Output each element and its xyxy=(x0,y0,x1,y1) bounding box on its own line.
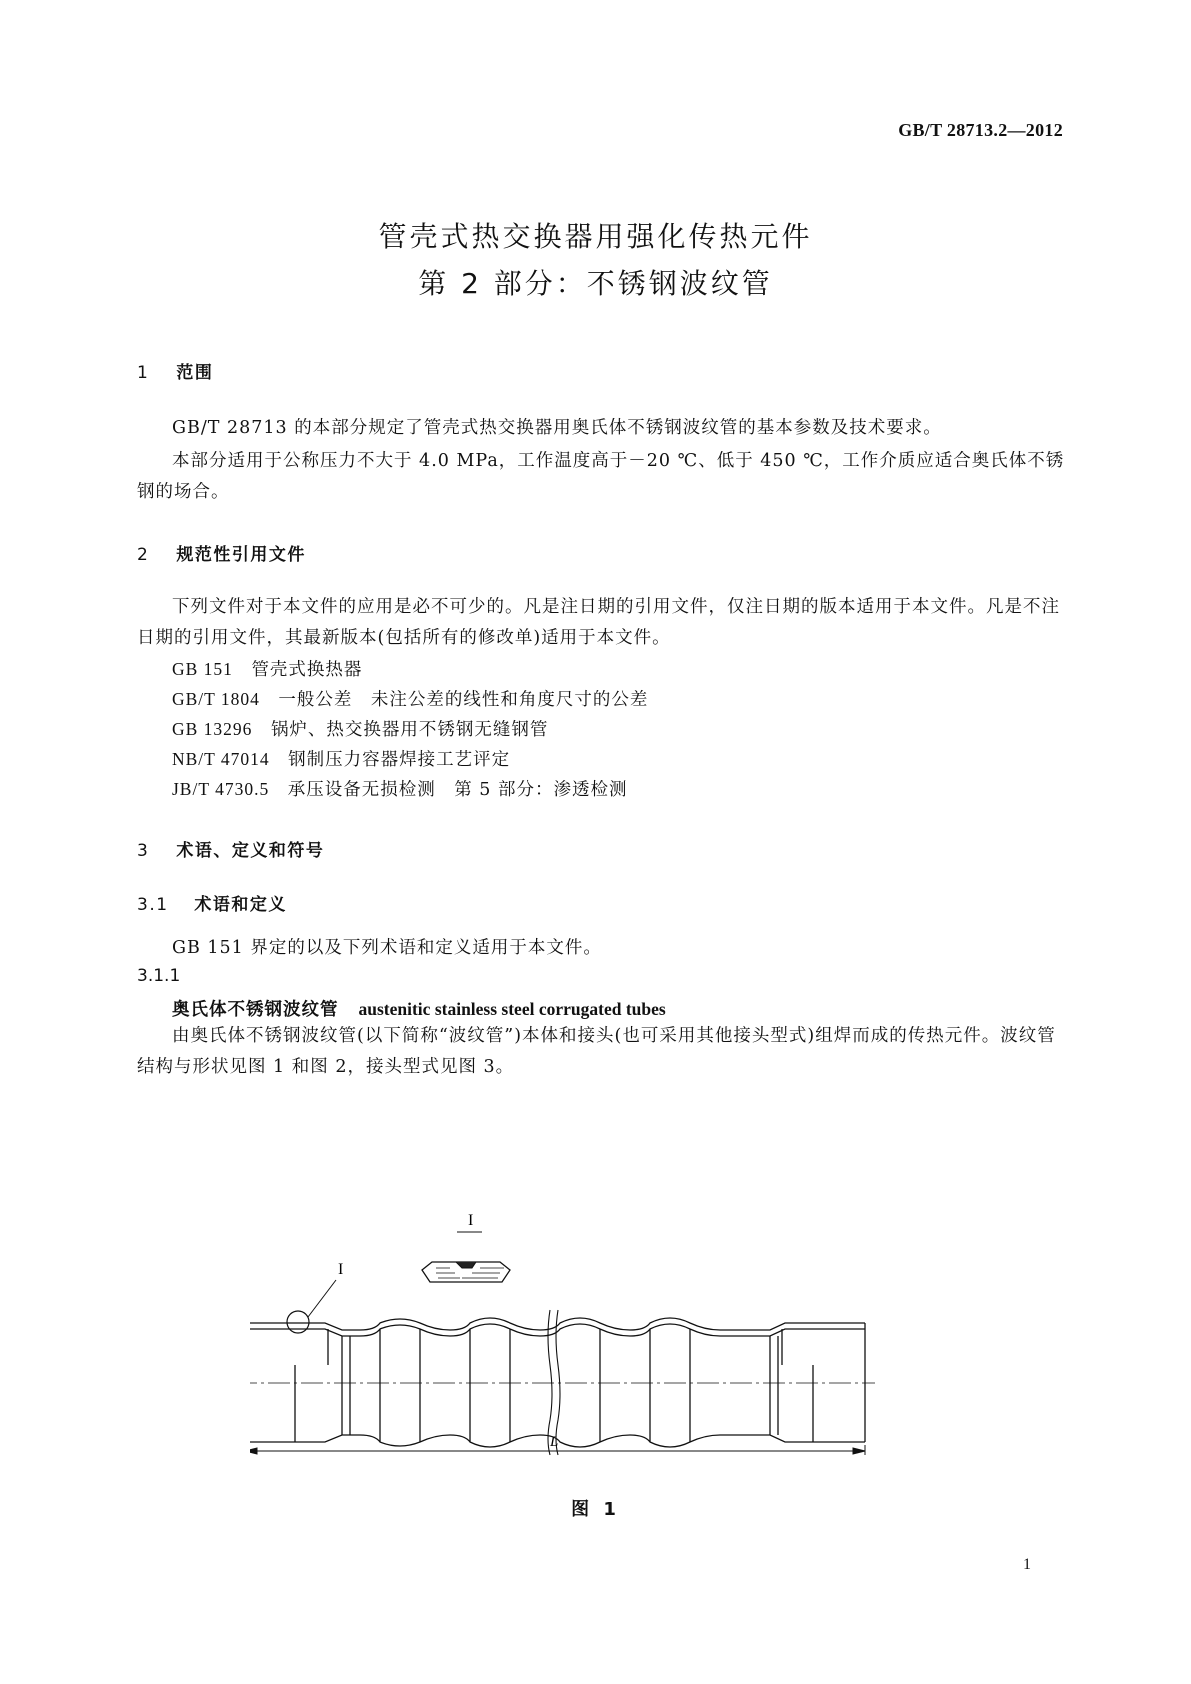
reference-title: 承压设备无损检测 第 5 部分：渗透检测 xyxy=(287,780,628,800)
section-1-heading xyxy=(137,358,213,383)
reference-code: GB/T 1804 xyxy=(172,689,260,709)
section-1-paragraph-1: GB/T 28713 的本部分规定了管壳式热交换器用奥氏体不锈钢波纹管的基本参数及技术要求。 xyxy=(172,418,942,438)
section-3-heading xyxy=(137,836,324,861)
term-definition: 由奥氏体不锈钢波纹管(以下简称“波纹管”)本体和接头(也可采用其他接头型式)组焊而成的传热元件。波纹管结构与形状见图 1 和图 2，接头型式见图 3。 xyxy=(137,1026,1056,1077)
section-2-heading xyxy=(137,540,306,565)
section-number: 3 xyxy=(137,841,150,861)
subsection-title: 术语和定义 xyxy=(194,895,287,915)
reference-code: GB 13296 xyxy=(172,719,253,739)
page-number: 1 xyxy=(1023,1556,1031,1573)
reference-title: 锅炉、热交换器用不锈钢无缝钢管 xyxy=(270,720,549,740)
section-number: 1 xyxy=(137,363,150,383)
term-english: austenitic stainless steel corrugated tubes xyxy=(358,999,666,1019)
term-entry xyxy=(172,996,666,1021)
reference-item xyxy=(172,746,510,771)
detail-view-section xyxy=(422,1262,510,1282)
detail-marker-label: I xyxy=(338,1261,344,1278)
corrugated-tube-drawing xyxy=(250,1205,890,1475)
detail-marker-circle xyxy=(287,1311,309,1333)
reference-item xyxy=(172,716,548,741)
reference-code: GB 151 xyxy=(172,659,233,679)
subsection-number: 3.1 xyxy=(137,895,169,915)
reference-title: 管壳式换热器 xyxy=(251,660,363,680)
reference-item xyxy=(172,656,362,681)
section-1-paragraph-2: 本部分适用于公称压力不大于 4.0 MPa，工作温度高于－20 ℃、低于 450 ℃，工作介质应适合奥氏体不锈钢的场合。 xyxy=(137,451,1065,502)
tube-body xyxy=(250,1318,865,1447)
reference-title: 一般公差 未注公差的线性和角度尺寸的公差 xyxy=(278,690,649,710)
section-title: 规范性引用文件 xyxy=(176,545,306,565)
document-subtitle: 第 2 部分：不锈钢波纹管 xyxy=(418,267,773,300)
reference-title: 钢制压力容器焊接工艺评定 xyxy=(288,750,511,770)
subsection-3-1-heading xyxy=(137,890,287,915)
section-2-paragraph: 下列文件对于本文件的应用是必不可少的。凡是注日期的引用文件，仅注日期的版本适用于本文件。凡是不注日期的引用文件，其最新版本(包括所有的修改单)适用于本文件。 xyxy=(137,597,1060,648)
length-label: L xyxy=(550,1434,559,1450)
term-chinese: 奥氏体不锈钢波纹管 xyxy=(172,1000,339,1020)
section-number: 2 xyxy=(137,545,150,565)
reference-item xyxy=(172,776,627,801)
section-title: 范围 xyxy=(176,363,214,383)
detail-view-label: I xyxy=(468,1212,474,1229)
reference-code: NB/T 47014 xyxy=(172,749,270,769)
figure-caption: 图 1 xyxy=(571,1499,620,1520)
detail-marker-leader xyxy=(308,1280,336,1317)
term-number: 3.1.1 xyxy=(137,966,181,986)
document-title: 管壳式热交换器用强化传热元件 xyxy=(378,220,813,253)
subsection-3-1-paragraph: GB 151 界定的以及下列术语和定义适用于本文件。 xyxy=(172,938,602,958)
standard-code: GB/T 28713.2—2012 xyxy=(898,120,1063,140)
reference-code: JB/T 4730.5 xyxy=(172,779,270,799)
reference-item xyxy=(172,686,648,711)
section-title: 术语、定义和符号 xyxy=(176,841,325,861)
